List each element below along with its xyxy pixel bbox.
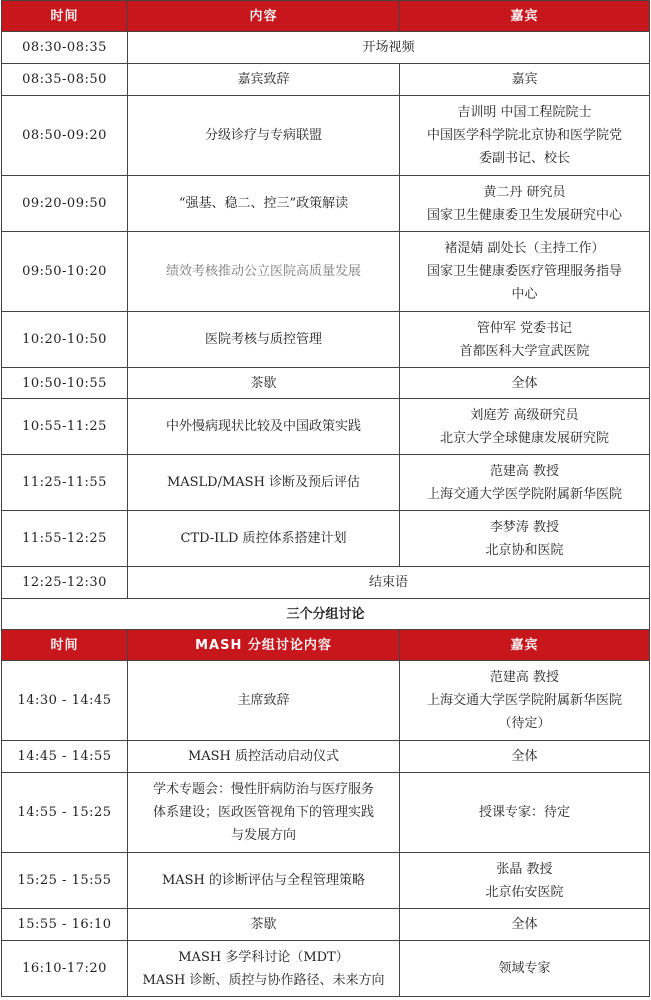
guest-line: 管仲军 党委书记: [476, 320, 573, 336]
guest-cell: [400, 853, 650, 909]
header-guest: 嘉宾: [400, 1, 650, 32]
time-cell: 10:50-10:55: [2, 368, 128, 399]
header-time: 时间: [2, 1, 128, 32]
agenda-row: [2, 511, 650, 567]
content-cell: 茶歇: [128, 368, 400, 399]
guest-line: 首都医科大学宣武医院: [459, 343, 590, 359]
header-row: [2, 630, 650, 661]
guest-line: 北京大学全球健康发展研究院: [439, 430, 609, 446]
guest-line: 范建高 教授: [489, 463, 560, 479]
guest-cell: [400, 64, 650, 96]
guest-line: 黄二丹 研究员: [483, 184, 566, 200]
guest-line: 国家卫生健康委卫生发展研究中心: [426, 207, 622, 223]
time-cell: 08:50-09:20: [2, 96, 128, 176]
content-cell: 中外慢病现状比较及中国政策实践: [128, 399, 400, 455]
time-cell: 10:20-10:50: [2, 312, 128, 368]
guest-line: 张晶 教授: [496, 861, 553, 877]
agenda-row: [2, 312, 650, 368]
time-cell: 14:45 - 14:55: [2, 741, 128, 773]
guest-line: 中国医学科学院北京协和医学院党: [426, 128, 622, 143]
time-cell: 09:50-10:20: [2, 232, 128, 312]
content-cell: 结束语: [128, 567, 650, 599]
content-cell: [128, 909, 400, 941]
time-cell: 10:55-11:25: [2, 399, 128, 455]
time-cell: 14:55 - 15:25: [2, 773, 128, 853]
guest-line: 嘉宾: [511, 72, 538, 87]
guest-line: 上海交通大学医学院附属新华医院: [426, 486, 622, 502]
header-row: [2, 1, 650, 32]
content-cell: [128, 773, 400, 853]
content-line: 与发展方向: [230, 828, 296, 843]
agenda-row: [2, 399, 650, 455]
guest-line: 刘庭芳 高级研究员: [470, 407, 579, 423]
guest-cell: [400, 909, 650, 941]
content-cell: [128, 853, 400, 909]
guest-line: 授课专家：待定: [478, 805, 570, 820]
time-cell: 16:10-17:20: [2, 941, 128, 997]
agenda-table: [1, 0, 650, 997]
guest-line: （待定）: [498, 716, 551, 731]
content-line: MASH 诊断、质控与协作路径、未来方向: [142, 972, 385, 988]
guest-line: 褚湜婧 副处长（主持工作）: [444, 241, 605, 256]
guest-line: 李梦涛 教授: [489, 519, 560, 535]
guest-cell: [400, 773, 650, 853]
guest-line: 范建高 教授: [489, 670, 560, 685]
agenda-row: [2, 96, 650, 176]
header-content: MASH 分组讨论内容: [128, 630, 400, 661]
content-cell: [128, 941, 400, 997]
agenda-row: [2, 567, 650, 599]
content-cell: 开场视频: [128, 32, 650, 64]
content-line: MASH 的诊断评估与全程管理策略: [161, 873, 366, 888]
guest-line: 国家卫生健康委医疗管理服务指导: [426, 264, 622, 279]
content-cell: MASLD/MASH 诊断及预后评估: [128, 455, 400, 511]
content-cell: 医院考核与质控管理: [128, 312, 400, 368]
header-content: 内容: [128, 1, 400, 32]
guest-cell: [400, 232, 650, 312]
guest-cell: [400, 399, 650, 455]
time-cell: 11:25-11:55: [2, 455, 128, 511]
agenda-row: [2, 941, 650, 997]
agenda-row: [2, 455, 650, 511]
guest-line: 中心: [511, 287, 538, 302]
guest-cell: [400, 455, 650, 511]
agenda-row: [2, 661, 650, 741]
time-cell: 15:25 - 15:55: [2, 853, 128, 909]
agenda-row: [2, 368, 650, 399]
guest-cell: [400, 511, 650, 567]
agenda-row: [2, 909, 650, 941]
content-cell: 嘉宾致辞: [128, 64, 400, 96]
agenda-row: [2, 232, 650, 312]
guest-cell: [400, 312, 650, 368]
agenda-row: [2, 741, 650, 773]
guest-line: 全体: [511, 749, 538, 764]
time-cell: 15:55 - 16:10: [2, 909, 128, 941]
agenda-row: [2, 853, 650, 909]
content-line: 茶歇: [250, 917, 277, 932]
content-line: MASH 多学科讨论（MDT）: [178, 949, 349, 965]
time-cell: 14:30 - 14:45: [2, 661, 128, 741]
time-cell: 08:35-08:50: [2, 64, 128, 96]
content-cell: CTD-ILD 质控体系搭建计划: [128, 511, 400, 567]
content-cell: [128, 661, 400, 741]
content-line: 体系建设；医政医管视角下的管理实践: [152, 805, 374, 820]
time-cell: 11:55-12:25: [2, 511, 128, 567]
content-line: 主席致辞: [237, 693, 290, 708]
section-title: 三个分组讨论: [2, 599, 650, 630]
time-cell: 08:30-08:35: [2, 32, 128, 64]
guest-line: 北京协和医院: [485, 542, 564, 558]
guest-line: 委副书记、校长: [478, 151, 570, 166]
guest-line: 领域专家: [498, 961, 551, 976]
guest-cell: [400, 176, 650, 232]
agenda-row: [2, 64, 650, 96]
agenda-row: [2, 773, 650, 853]
guest-cell: [400, 661, 650, 741]
guest-line: 上海交通大学医学院附属新华医院: [426, 693, 622, 708]
content-cell: [128, 741, 400, 773]
content-line: 学术专题会：慢性肝病防治与医疗服务: [152, 782, 374, 797]
guest-cell: [400, 941, 650, 997]
section-row: [2, 599, 650, 630]
guest-line: 全体: [511, 917, 538, 932]
time-cell: 09:20-09:50: [2, 176, 128, 232]
content-line: MASH 质控活动启动仪式: [187, 749, 340, 764]
header-guest: 嘉宾: [400, 630, 650, 661]
guest-line: 北京佑安医院: [485, 884, 564, 900]
guest-cell: [400, 368, 650, 399]
agenda-row: [2, 176, 650, 232]
guest-line: 全体: [511, 375, 538, 391]
time-cell: 12:25-12:30: [2, 567, 128, 599]
agenda-row: [2, 32, 650, 64]
guest-cell: [400, 741, 650, 773]
content-cell: 分级诊疗与专病联盟: [128, 96, 400, 176]
header-time: 时间: [2, 630, 128, 661]
content-cell: 绩效考核推动公立医院高质量发展: [128, 232, 400, 312]
guest-line: 吉训明 中国工程院院士: [457, 105, 592, 120]
content-cell: “强基、稳二、控三”政策解读: [128, 176, 400, 232]
guest-cell: [400, 96, 650, 176]
